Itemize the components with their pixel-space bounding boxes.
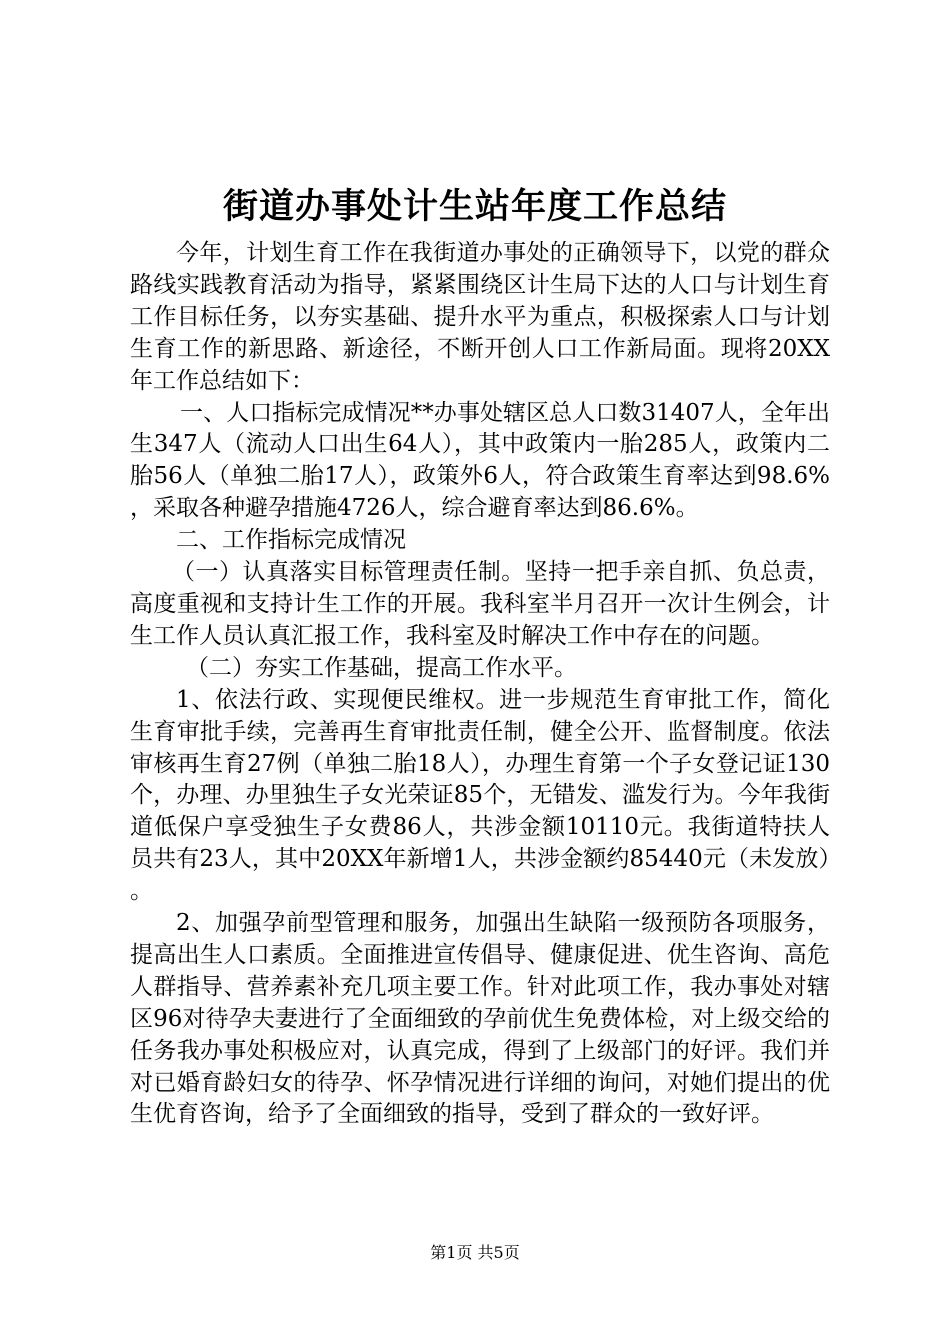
paragraph-population-indicators: 一、人口指标完成情况**办事处辖区总人口数31407人，全年出生347人（流动人口出生64人），其中政策内一胎285人，政策内二胎56人（单独二胎17人），政策外6人，符合政策生育率达到98.6%，采取各种避孕措施4726人，综合避育率达到86.6%。 [130, 399, 830, 522]
paragraph-target-responsibility: （一）认真落实目标管理责任制。坚持一把手亲自抓、负总责，高度重视和支持计生工作的开展。我科室半月召开一次计生例会，计生工作人员认真汇报工作，我科室及时解决工作中存在的问题。 [130, 559, 830, 649]
paragraph-intro: 今年，计划生育工作在我街道办事处的正确领导下，以党的群众路线实践教育活动为指导，紧紧围绕区计生局下达的人口与计划生育工作目标任务，以夯实基础、提升水平为重点，积极探索人口与计划生育工作的新思路、新途径，不断开创人口工作新局面。现将20XX年工作总结如下： [130, 240, 830, 394]
page-number-footer: 第1页 共5页 [430, 1243, 520, 1262]
paragraph-administration-by-law: 1、依法行政、实现便民维权。进一步规范生育审批工作，简化生育审批手续，完善再生育审批责任制，健全公开、监督制度。依法审核再生育27例（单独二胎18人），办理生育第一个子女登记证130个，办理、办里独生子女光荣证85个，无错发、滥发行为。今年我街道低保户享受独生子女费86人，共涉金额10110元。我街道特扶人员共有23人，其中20XX年新增1人，共涉金额约85440元（未发放）。 [130, 686, 830, 905]
document-title: 街道办事处计生站年度工作总结 [222, 186, 727, 227]
paragraph-work-foundation: （二）夯实工作基础，提高工作水平。 [186, 654, 577, 681]
document-body [130, 238, 830, 1131]
paragraph-section-heading-work-indicators: 二、工作指标完成情况 [176, 527, 406, 554]
paragraph-prepregnancy-management: 2、加强孕前型管理和服务，加强出生缺陷一级预防各项服务，提高出生人口素质。全面推进宣传倡导、健康促进、优生咨询、高危人群指导、营养素补充几项主要工作。针对此项工作，我办事处对辖区96对待孕夫妻进行了全面细致的孕前优生免费体检，对上级交给的任务我办事处积极应对，认真完成，得到了上级部门的好评。我们并对已婚育龄妇女的待孕、怀孕情况进行详细的询问，对她们提出的优生优育咨询，给予了全面细致的指导，受到了群众的一致好评。 [130, 910, 830, 1128]
